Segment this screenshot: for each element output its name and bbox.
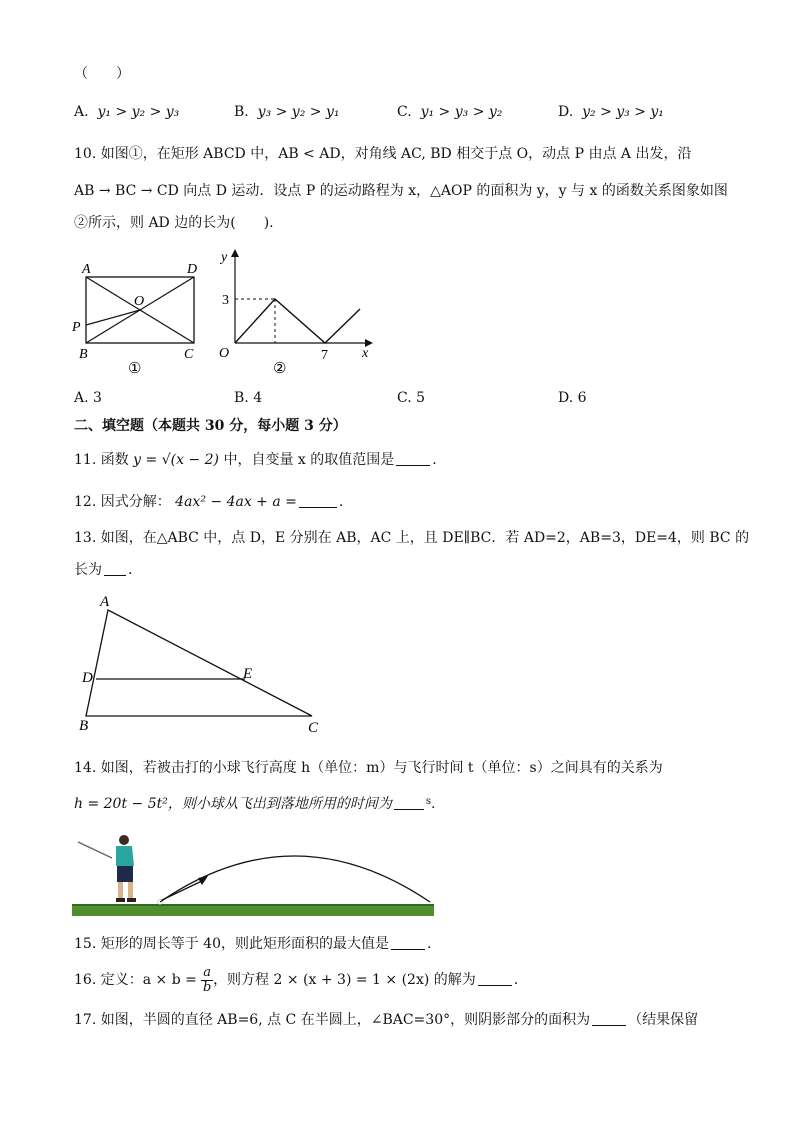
q9-option-d: [558, 104, 664, 120]
q16-mid: ，则方程 2 × (x + 3) = 1 × (2x) 的解为: [213, 972, 476, 988]
q14-line2-pre: h = 20t − 5t²，则小球从飞出到落地所用的时间为: [74, 796, 392, 812]
caption-2: ②: [273, 361, 287, 377]
label-b: B: [79, 347, 88, 362]
q14-end: .: [431, 796, 436, 812]
q13-line2-pre: 长为: [74, 562, 102, 578]
q10-option-b: [234, 390, 262, 406]
grass-edge: [72, 904, 434, 906]
q12-pre: 12. 因式分解：: [74, 494, 171, 510]
option-text: 3: [93, 390, 102, 406]
label-d: D: [82, 670, 93, 686]
q17-post: （结果保留: [628, 1012, 699, 1028]
label-7: 7: [321, 348, 328, 363]
q14-unit: s: [425, 796, 432, 807]
q13-end: .: [128, 562, 133, 578]
label-x: x: [362, 346, 369, 361]
option-text: 5: [416, 390, 426, 406]
q11-post: 中，自变量 x 的取值范围是: [223, 452, 395, 468]
q14-line2: [74, 792, 435, 814]
q16-pre: 16. 定义：a × b =: [74, 972, 197, 988]
fraction-numerator: a: [203, 964, 212, 980]
label-a: A: [100, 594, 110, 610]
q11-formula: y = √(x − 2): [133, 452, 219, 468]
label-y: y: [221, 250, 228, 265]
option-label: A.: [74, 390, 89, 406]
option-text: y₂ > y₃ > y₁: [582, 104, 664, 120]
segment-po: [86, 310, 140, 325]
label-a: A: [82, 262, 91, 277]
option-text: y₃ > y₂ > y₁: [257, 104, 340, 120]
q9-option-b: [234, 104, 339, 120]
direction-arrow: [162, 880, 204, 900]
q13-line1: 13. 如图，在△ABC 中，点 D，E 分别在 AB，AC 上，且 DE∥BC．若 AD=2，AB=3，DE=4，则 BC 的: [74, 530, 750, 546]
q17: [74, 1010, 698, 1030]
y-axis-arrow-icon: [231, 249, 239, 257]
option-label: C.: [397, 104, 412, 120]
q12-answer-blank[interactable]: [299, 493, 337, 508]
section-2-title: 二、填空题（本题共 30 分，每小题 3 分）: [74, 418, 347, 434]
option-label: B.: [234, 104, 249, 120]
q15-end: .: [426, 936, 432, 952]
q12: [74, 492, 343, 512]
q15-pre: 15. 矩形的周长等于 40，则此矩形面积的最大值是: [74, 936, 389, 952]
q10-line2: AB → BC → CD 向点 D 运动．设点 P 的运动路程为 x，△AOP 的面积为 y，y 与 x 的函数关系图象如图: [74, 183, 728, 199]
q15-answer-blank[interactable]: [391, 935, 425, 950]
option-label: A.: [74, 104, 89, 120]
q14-answer-blank[interactable]: [394, 795, 424, 810]
q11-pre: 11. 函数: [74, 452, 129, 468]
q16: [74, 963, 518, 997]
option-text: 6: [577, 390, 587, 406]
golfer-icon: [78, 835, 136, 902]
fraction-denominator: b: [203, 979, 212, 995]
function-graph: [235, 299, 360, 343]
triangle-abc: [86, 610, 312, 716]
q15: [74, 934, 431, 954]
option-label: D.: [558, 104, 574, 120]
q9-paren: （ ）: [74, 66, 130, 82]
option-text: y₁ > y₃ > y₂: [420, 104, 503, 120]
q16-end: .: [513, 972, 519, 988]
q10-option-a: [74, 390, 102, 406]
q11: [74, 450, 437, 470]
q17-pre: 17. 如图，半圆的直径 AB=6, 点 C 在半圆上，∠BAC=30°，则阴影部分的面积为: [74, 1012, 591, 1028]
label-c: C: [184, 347, 194, 362]
q12-end: .: [338, 494, 344, 510]
option-text: y₁ > y₂ > y₃: [97, 104, 180, 120]
q9-option-a: [74, 104, 179, 120]
q11-answer-blank[interactable]: [396, 451, 430, 466]
arrow-head-icon: [198, 876, 208, 885]
option-label: C.: [397, 390, 412, 406]
q13-answer-blank[interactable]: [104, 561, 126, 576]
q10-line3: ②所示，则 AD 边的长为( ).: [74, 215, 274, 231]
q10-figure-graph: [215, 245, 380, 380]
q12-formula: 4ax² − 4ax + a =: [175, 494, 297, 510]
q17-answer-blank[interactable]: [592, 1011, 626, 1026]
q11-end: .: [432, 452, 437, 468]
q9-option-c: [397, 104, 502, 120]
label-p: P: [72, 320, 81, 335]
label-e: E: [243, 666, 253, 682]
q10-figure-rectangle: [70, 255, 220, 380]
q10-option-d: [558, 390, 587, 406]
option-text: 4: [253, 390, 263, 406]
label-3: 3: [222, 293, 229, 308]
q16-fraction: [201, 966, 213, 995]
label-b: B: [79, 718, 89, 734]
q10-line1: 10. 如图①，在矩形 ABCD 中，AB < AD，对角线 AC, BD 相交于点 O，动点 P 由点 A 出发，沿: [74, 146, 692, 162]
q13-line2: [74, 560, 132, 580]
caption-1: ①: [128, 361, 142, 377]
option-label: B.: [234, 390, 249, 406]
q16-answer-blank[interactable]: [478, 971, 512, 986]
q10-option-c: [397, 390, 425, 406]
label-o: O: [134, 294, 145, 309]
label-c: C: [308, 720, 319, 736]
q14-line1: 14. 如图，若被击打的小球飞行高度 h（单位：m）与飞行时间 t（单位：s）之间具有的关系为: [74, 760, 663, 776]
label-origin: O: [219, 346, 230, 361]
q14-figure-golf: [72, 830, 437, 920]
label-d: D: [187, 262, 198, 277]
option-label: D.: [558, 390, 574, 406]
q13-figure-triangle: [72, 590, 332, 740]
